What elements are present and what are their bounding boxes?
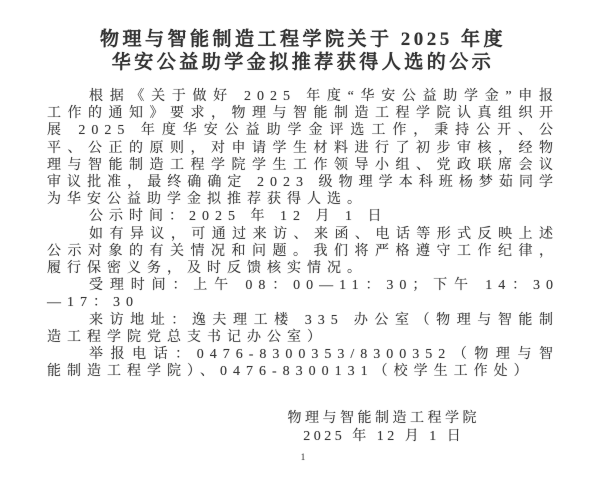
paragraph-objection: 如有异议，可通过来访、来函、电话等形式反映上述公示对象的有关情况和问题。我们将严格遵守工作纪律，履行保密义务，及时反馈核实情况。 xyxy=(47,226,559,277)
paragraph-basis: 根据《关于做好 2025 年度“华安公益助学金”申报工作的通知》要求，物理与智能制造工程学院认真组织开展 2025 年度华安公益助学金评选工作，秉持公开、公平、公正的原则，对申请学生材料进行了初步审核，经物理与智能制造工程学院学生工作领导小组、党政联席会议审议批准，最终确确定 2023 级物理学本科班杨梦茹同学为华安公益助学金拟推荐获得人选。 xyxy=(47,89,559,208)
signature-org: 物理与智能制造工程学院 xyxy=(287,411,480,427)
page-number: 1 xyxy=(300,452,306,462)
paragraph-accept-hours: 受理时间：上午 08：00—11：30；下午 14：30—17：30 xyxy=(47,278,559,311)
paragraph-publicity-time: 公示时间：2025 年 12 月 1 日 xyxy=(89,209,388,225)
signature-block xyxy=(47,410,559,446)
signature-inner xyxy=(288,410,481,446)
document-body xyxy=(47,88,559,380)
document-title xyxy=(47,28,559,74)
signature-date: 2025 年 12 月 1 日 xyxy=(303,429,465,445)
title-line-2: 华安公益助学金拟推荐获得人选的公示 xyxy=(111,52,495,73)
paragraph-report-phone: 举报电话：0476-8300353/8300352（物理与智能制造工程学院）、0476-8300131（校学生工作处） xyxy=(47,347,559,380)
paragraph-visit-address: 来访地址：逸夫理工楼 335 办公室（物理与智能制造工程学院党总支书记办公室） xyxy=(47,312,559,345)
title-line-1: 物理与智能制造工程学院关于 2025 年度 xyxy=(99,29,506,50)
